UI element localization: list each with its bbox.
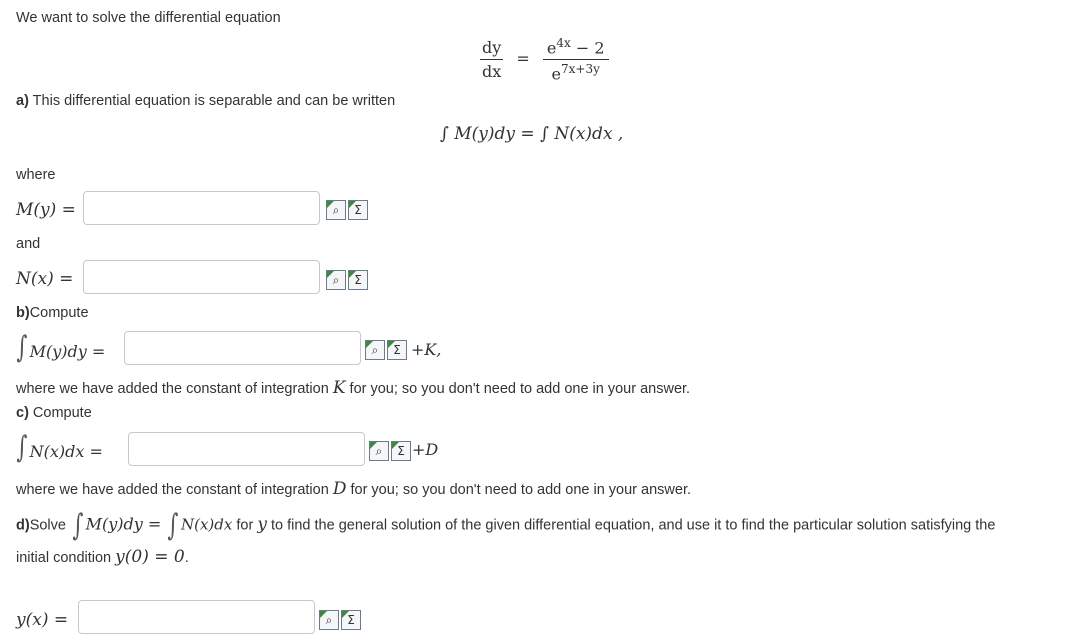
part-b-integral xyxy=(14,330,105,365)
equals-sign: = xyxy=(516,49,530,69)
y-input[interactable] xyxy=(78,600,315,634)
integral-sign: ∫ xyxy=(16,330,28,365)
N-toolbar xyxy=(326,270,368,292)
for-text: for xyxy=(232,517,258,534)
equation-editor-icon[interactable] xyxy=(348,270,368,290)
part-c-text: Compute xyxy=(28,405,92,421)
sigma-glyph: Σ xyxy=(354,203,362,217)
equation-editor-icon[interactable] xyxy=(387,340,407,360)
preview-icon[interactable]: ⌕ xyxy=(326,200,346,220)
and-text: and xyxy=(16,236,41,252)
N-integral-toolbar xyxy=(369,441,411,463)
e-base-den: e xyxy=(551,64,561,84)
part-b-note xyxy=(16,378,690,398)
preview-icon[interactable]: ⌕ xyxy=(319,610,339,630)
equation-editor-icon[interactable] xyxy=(341,610,361,630)
denominator-exponent: 7x+3y xyxy=(560,62,600,77)
M-toolbar xyxy=(326,200,368,222)
constant-K: K xyxy=(332,378,346,398)
sigma-glyph: Σ xyxy=(347,613,355,627)
part-d-rest: to find the general solution of the given differential equation, and use it to find the particular solution satisfying the xyxy=(266,517,996,534)
part-c-label: c) xyxy=(16,405,29,421)
M-integral-toolbar xyxy=(365,340,407,362)
var-y: y xyxy=(257,514,267,535)
part-a-text: This differential equation is separable and can be written xyxy=(28,93,396,109)
part-b-label: b) xyxy=(16,305,30,321)
integral-sign: ∫ xyxy=(16,430,28,465)
integral-sign: ∫ xyxy=(167,508,179,543)
part-c-heading xyxy=(16,405,92,421)
part-d-line2 xyxy=(16,547,189,567)
separable-formula: ∫ M(y)dy = ∫ N(x)dx , xyxy=(440,124,624,144)
note-suffix: for you; so you don't need to add one in your answer. xyxy=(345,381,691,397)
initial-condition: y(0) = 0 xyxy=(115,547,185,567)
part-b-lhs: M(y)dy = xyxy=(29,342,106,361)
N-integral-input[interactable] xyxy=(128,432,365,466)
plus-K: +K, xyxy=(411,340,442,359)
part-b-text: Compute xyxy=(29,305,89,321)
M-integral-input[interactable] xyxy=(124,331,361,365)
preview-icon[interactable]: ⌕ xyxy=(326,270,346,290)
sigma-glyph: Σ xyxy=(354,273,362,287)
N-input[interactable] xyxy=(83,260,320,294)
dx-text: dx xyxy=(482,62,502,82)
part-d-line1 xyxy=(16,508,995,543)
preview-icon[interactable]: ⌕ xyxy=(365,340,385,360)
y-toolbar xyxy=(319,610,361,632)
period: . xyxy=(184,550,189,566)
part-d-text: Solve xyxy=(29,517,66,534)
note-suffix: for you; so you don't need to add one in your answer. xyxy=(346,482,692,498)
part-a-heading xyxy=(16,93,395,109)
minus-two: − 2 xyxy=(575,38,605,58)
numerator-exponent: 4x xyxy=(556,36,571,50)
constant-D: D xyxy=(332,479,347,499)
sigma-glyph: Σ xyxy=(397,444,405,458)
y-label: y(x) = xyxy=(16,610,69,630)
plus-D: +D xyxy=(412,440,439,459)
dy-dx-fraction xyxy=(480,38,503,81)
dy-text: dy xyxy=(482,38,502,58)
preview-icon[interactable]: ⌕ xyxy=(369,441,389,461)
equation-editor-icon[interactable] xyxy=(348,200,368,220)
part-d-formula-b: N(x)dx xyxy=(181,515,233,534)
note-prefix: where we have added the constant of integration xyxy=(16,381,333,397)
integral-sign: ∫ xyxy=(72,508,84,543)
note-prefix: where we have added the constant of integration xyxy=(16,482,333,498)
e-base: e xyxy=(546,38,557,58)
rhs-fraction xyxy=(543,36,609,84)
initial-condition-text: initial condition xyxy=(16,550,116,566)
equation-editor-icon[interactable] xyxy=(391,441,411,461)
N-label: N(x) = xyxy=(16,269,74,289)
differential-equation xyxy=(480,36,609,84)
M-label: M(y) = xyxy=(16,200,76,220)
intro-text: We want to solve the differential equation xyxy=(16,10,281,26)
part-a-label: a) xyxy=(16,93,29,109)
M-input[interactable] xyxy=(83,191,320,225)
part-d-label: d) xyxy=(16,517,30,534)
part-c-integral xyxy=(14,430,103,465)
sigma-glyph: Σ xyxy=(393,343,401,357)
part-c-note xyxy=(16,479,691,499)
part-d-formula-a: M(y)dy = xyxy=(85,514,162,534)
part-c-lhs: N(x)dx = xyxy=(29,442,103,461)
part-b-heading xyxy=(16,305,89,321)
where-text: where xyxy=(16,167,56,183)
